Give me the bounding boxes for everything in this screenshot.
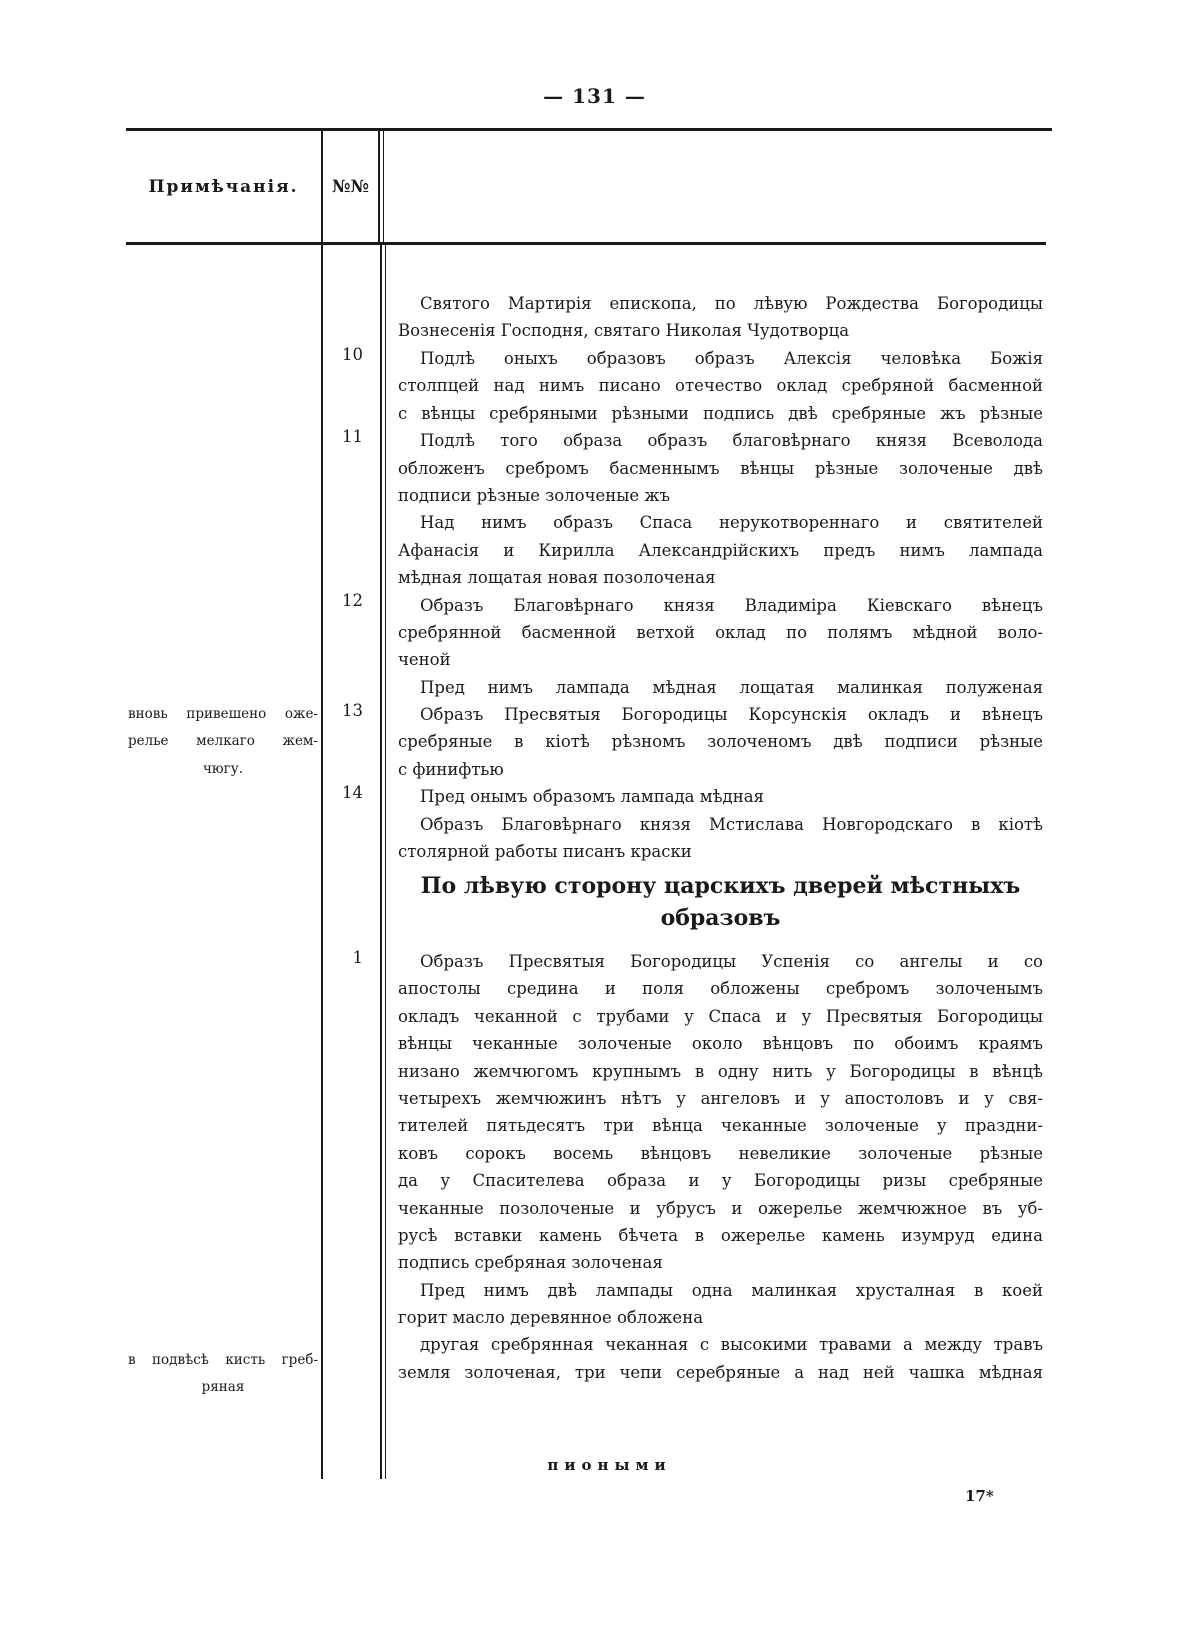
column-divider-numbers xyxy=(378,130,380,243)
note-line: в подвѣсѣ кисть греб- xyxy=(128,1352,318,1368)
text-line: апостолы средина и поля обложены сребромъ золоченымъ xyxy=(398,979,1043,999)
entry-block-1 xyxy=(398,290,1043,345)
note-line: ряная xyxy=(201,1379,245,1396)
column-divider-numbers-thin xyxy=(383,130,384,243)
entry-number: 1 xyxy=(352,948,363,967)
text-line: да у Спасителева образа и у Богородицы ризы сребряные xyxy=(398,1171,1043,1191)
column-divider-numbers-body-thin xyxy=(385,245,386,1479)
text-line: вѣнцы чеканные золоченые около вѣнцовъ по обоимъ краямъ xyxy=(398,1034,1043,1054)
column-divider-numbers-body xyxy=(380,245,382,1479)
text-line: четырехъ жемчюжинъ нѣтъ у ангеловъ и у апостоловъ и у свя- xyxy=(398,1088,1043,1108)
page-number: — 131 — xyxy=(543,84,646,108)
text-line: подпись сребряная золоченая xyxy=(398,1253,663,1273)
section-heading-line: По лѣвую сторону царскихъ дверей мѣстныхъ xyxy=(420,873,1021,899)
text-line: Образъ Благовѣрнаго князя Владиміра Кіевскаго вѣнецъ xyxy=(420,595,1043,615)
text-line: Афанасія и Кирилла Александрійскихъ предъ нимъ лампада xyxy=(398,540,1043,560)
text-line: другая сребрянная чеканная с высокими травами а между травъ xyxy=(420,1335,1043,1355)
text-line: Образъ Благовѣрнаго князя Мстислава Новгородскаго в кіотѣ xyxy=(420,814,1043,834)
margin-note-13 xyxy=(128,701,318,783)
notes-column-header: Примѣчанія. xyxy=(148,177,299,197)
text-line: Святого Мартирія епископа, по лѣвую Рождества Богородицы xyxy=(420,294,1043,313)
text-line: Пред нимъ двѣ лампады одна малинкая хрусталная в коей xyxy=(420,1280,1043,1300)
text-line: с финифтью xyxy=(398,759,504,779)
text-line: Образъ Пресвятыя Богородицы Успенія со ангелы и со xyxy=(420,952,1043,971)
text-line: горит масло деревянное обложена xyxy=(398,1308,704,1328)
entry-number: 14 xyxy=(342,783,363,802)
text-line: окладъ чеканной с трубами у Спаса и у Пресвятыя Богородицы xyxy=(398,1006,1043,1026)
entry-number: 13 xyxy=(342,701,363,720)
text-line: земля золоченая, три чепи серебряные а над ней чашка мѣдная xyxy=(398,1362,1043,1382)
text-line: русѣ вставки камень бѣчета в ожерелье камень изумруд едина xyxy=(398,1225,1043,1245)
entry-block-2 xyxy=(398,345,1043,865)
text-line: Над нимъ образъ Спаса нерукотвореннаго и святителей xyxy=(420,513,1043,533)
text-line: Вознесенія Господня, святаго Николая Чудотворца xyxy=(398,321,850,341)
text-line: обложенъ сребромъ басменнымъ вѣнцы рѣзные золоченые двѣ xyxy=(398,458,1043,478)
entry-block-3 xyxy=(398,948,1043,1386)
header-top-rule xyxy=(126,128,1052,131)
text-line: низано жемчюгомъ крупнымъ в одну нить у Богородицы в вѣнцѣ xyxy=(398,1061,1043,1081)
text-line: сребряные в кіотѣ рѣзномъ золоченомъ двѣ подписи рѣзные xyxy=(398,732,1043,752)
text-line: Подлѣ оныхъ образовъ образъ Алексія человѣка Божія xyxy=(420,349,1043,368)
entry-number: 10 xyxy=(342,345,363,364)
number-column-header: №№ xyxy=(332,177,369,197)
text-line: столпцей над нимъ писано отечество оклад сребряной басменной xyxy=(398,376,1043,396)
note-line: вновь привешено оже- xyxy=(128,706,318,722)
catchword: пиоными xyxy=(547,1456,672,1474)
text-line: Пред нимъ лампада мѣдная лощатая малинкая полуженая xyxy=(420,677,1043,697)
margin-note-1 xyxy=(128,1347,318,1402)
text-line: чеканные позолоченые и убрусъ и ожерелье жемчюжное въ уб- xyxy=(398,1198,1043,1218)
text-line: Пред онымъ образомъ лампада мѣдная xyxy=(420,787,764,807)
text-line: столярной работы писанъ краски xyxy=(398,842,692,862)
signature-mark: 17* xyxy=(965,1487,994,1505)
header-bottom-rule xyxy=(126,242,1046,245)
section-heading-line: образовъ xyxy=(660,905,781,931)
note-line: чюгу. xyxy=(203,760,243,777)
text-line: с вѣнцы сребряными рѣзными подпись двѣ сребряные жъ рѣзные xyxy=(398,403,1043,423)
entry-number: 11 xyxy=(342,427,363,446)
text-line: Подлѣ того образа образъ благовѣрнаго князя Всеволода xyxy=(420,431,1043,451)
section-heading xyxy=(398,870,1043,934)
text-line: ковъ сорокъ восемь вѣнцовъ невеликие золоченые рѣзные xyxy=(398,1143,1043,1163)
text-line: ченой xyxy=(398,650,451,670)
text-line: сребрянной басменной ветхой оклад по полямъ мѣдной воло- xyxy=(398,622,1043,642)
text-line: Образъ Пресвятыя Богородицы Корсунскія окладъ и вѣнецъ xyxy=(420,705,1043,725)
entry-number: 12 xyxy=(342,591,363,610)
text-line: тителей пятьдесятъ три вѣнца чеканные золоченые у праздни- xyxy=(398,1116,1043,1136)
text-line: подписи рѣзные золоченые жъ xyxy=(398,485,671,505)
text-line: мѣдная лощатая новая позолоченая xyxy=(398,568,716,588)
note-line: релье мелкаго жем- xyxy=(128,733,318,750)
